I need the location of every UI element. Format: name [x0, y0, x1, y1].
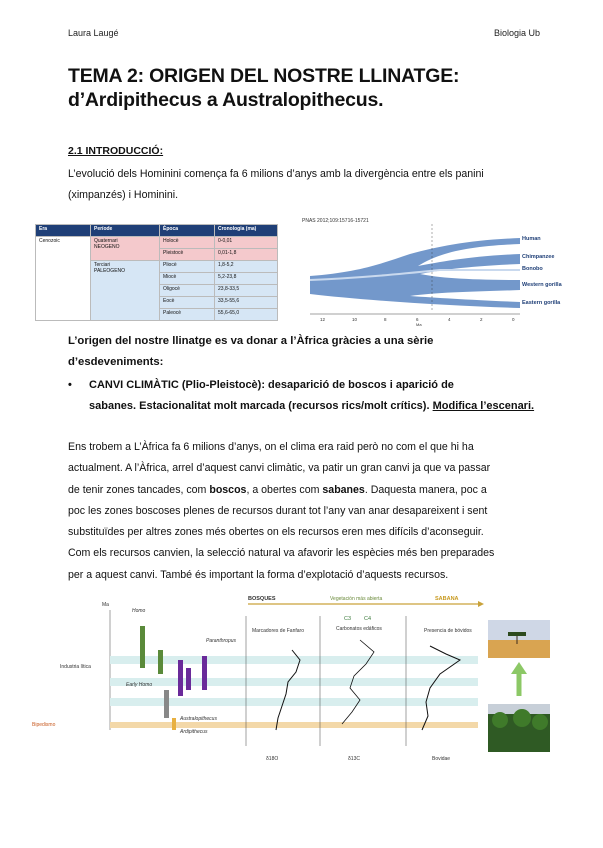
- bullet-text: [89, 375, 542, 416]
- phylo-source: PNAS 2012;109:15716-15721: [302, 218, 369, 224]
- paragraph-line: substituïdes per altres zones més obertes on els recursos eren mes difícils d’aconseguir.: [68, 526, 484, 539]
- table-header-era: Era: [36, 225, 91, 237]
- phylo-tick: 4: [448, 317, 451, 322]
- bullet-marker: •: [68, 379, 72, 391]
- range-early-homo: [158, 650, 163, 674]
- climate-label-forests: BOSQUES: [248, 596, 276, 602]
- paragraph-line: actualment. A l’Àfrica, arrel d’aquest canvi climàtic, va patir un gran canvi ja que va passar: [68, 462, 491, 475]
- forest-canopy: [532, 714, 548, 730]
- axis-label-d18o: δ18O: [266, 756, 279, 762]
- table-row: [36, 237, 278, 249]
- origin-line-1: L’origen del nostre llinatge es va donar a l’Àfrica gràcies a una sèrie: [68, 335, 434, 347]
- range-paranthropus-2: [186, 668, 191, 690]
- climate-band: [110, 678, 478, 686]
- phylo-tick: 12: [320, 317, 326, 322]
- climate-change-figure: [30, 590, 560, 768]
- phylo-tick: 6: [416, 317, 419, 322]
- table-cell-chronology: 23,8-33,5: [215, 285, 278, 297]
- title-line-2: d’Ardipithecus a Australopithecus.: [68, 89, 384, 111]
- phylo-tick: 8: [384, 317, 387, 322]
- table-cell-period-1: Quaternari NEOGENO: [91, 237, 160, 261]
- climate-label-savanna: SABANA: [435, 596, 459, 602]
- paragraph-line: Ens trobem a L’Àfrica fa 6 milions d’anys, on el clima era raid però no com el que hi ha: [68, 441, 474, 453]
- table-cell-epoch: Holocè: [160, 237, 215, 249]
- paragraph-fragment: de tenir zones tancades, com: [68, 483, 210, 496]
- title-line-1: TEMA 2: ORIGEN DEL NOSTRE LLINATGE:: [68, 65, 460, 87]
- range-australopithecus: [164, 690, 169, 718]
- paragraph-line: per a aquest canvi. També és important la forma d’explotació d’aquests recursos.: [68, 568, 449, 581]
- label-australopithecus: Australopithecus: [180, 716, 217, 722]
- climate-band: [110, 656, 478, 664]
- origin-line-2: d’esdeveniments:: [68, 355, 164, 368]
- phylo-label-western-gorilla: Western gorilla: [522, 282, 562, 288]
- label-ardipithecus: Ardipithecus: [180, 729, 208, 735]
- range-paranthropus-3: [202, 656, 207, 690]
- table-cell-chronology: 5,2-23,8: [215, 273, 278, 285]
- table-cell-epoch: Eocè: [160, 297, 215, 309]
- table-cell-epoch: Pliocè: [160, 261, 215, 273]
- axis-label-d13c: δ13C: [348, 756, 360, 762]
- paragraph-bold-savannas: sabanes: [322, 483, 365, 496]
- climate-label-open-vegetation: Vegetación más abierta: [330, 596, 383, 602]
- forest-canopy: [492, 712, 508, 728]
- panel-title-1: Marcadores de Fanfaro: [252, 628, 304, 634]
- phylo-tick: 2: [480, 317, 483, 322]
- savanna-sky: [488, 620, 550, 640]
- origin-paragraph: [68, 331, 542, 372]
- label-homo: Homo: [132, 608, 146, 614]
- bullet-line-2: [89, 396, 542, 417]
- panel-title-3: Presencia de bóvidos: [424, 628, 472, 634]
- geologic-time-table: [35, 224, 278, 321]
- table-cell-chronology: 33,5-55,6: [215, 297, 278, 309]
- table-cell-chronology: 0-0,01: [215, 237, 278, 249]
- label-early-homo: Early Homo: [126, 682, 153, 688]
- label-lithic-industry: Industria lítica: [60, 664, 91, 670]
- table-header-period: Període: [91, 225, 160, 237]
- climate-label-c4: C4: [364, 616, 372, 622]
- table-header-row: [36, 225, 278, 237]
- table-cell-epoch: Miocè: [160, 273, 215, 285]
- phylo-label-eastern-gorilla: Eastern gorilla: [522, 300, 561, 306]
- range-ardipithecus: [172, 718, 176, 730]
- header-author: Laura Laugé: [68, 28, 119, 38]
- table-cell-epoch: Pleistocè: [160, 249, 215, 261]
- paragraph-line: Com els recursos canvien, la selecció natural va afavorir les espècies més ben preparades: [68, 547, 495, 560]
- main-paragraph: [68, 437, 542, 586]
- table-cell-epoch: Oligocè: [160, 285, 215, 297]
- label-paranthropus: Paranthropus: [206, 638, 237, 644]
- paragraph-fragment: , a obertes com: [246, 483, 323, 496]
- phylo-tick: 0: [512, 317, 515, 322]
- section-heading: 2.1 INTRODUCCIÓ:: [68, 145, 164, 157]
- paragraph-fragment: . Daquesta manera, poc a: [364, 483, 487, 496]
- climate-ma-label: Ma: [102, 602, 109, 608]
- page-title: [68, 64, 459, 112]
- bullet-underlined: Modifica l’escenari.: [432, 399, 535, 412]
- savanna-tree-crown: [508, 632, 526, 636]
- forest-canopy: [513, 709, 531, 727]
- phylo-axis-label: Ma: [416, 322, 422, 327]
- range-paranthropus: [178, 660, 183, 696]
- table-cell-period-2: Terciari PALEOGENO: [91, 261, 160, 321]
- axis-label-bovidae: Bovidae: [432, 756, 451, 762]
- intro-paragraph: [68, 164, 542, 207]
- bullet-part-2: sabanes. Estacionalitat molt marcada (recursos rics/molt crítics).: [89, 399, 430, 412]
- panel-title-2: Carbonatos edáficos: [336, 626, 382, 632]
- phylo-label-bonobo: Bonobo: [522, 266, 543, 272]
- paragraph-bold-forests: boscos: [209, 483, 247, 496]
- bullet-line-1: CANVI CLIMÀTIC (Plio-Pleistocè): desaparició de boscos i aparició de: [89, 379, 454, 391]
- intro-line-1: L’evolució dels Hominini comença fa 6 milions d’anys amb la divergència entre els panini: [68, 168, 484, 180]
- paragraph-line: poc les zones boscoses plenes de recursos durant tot l’any van anar desapareixent i sent: [68, 504, 488, 517]
- table-cell-chronology: 0,01-1,8: [215, 249, 278, 261]
- climate-label-c3: C3: [344, 616, 352, 622]
- table-cell-epoch: Paleocè: [160, 309, 215, 321]
- table-header-chronology: Cronologia (ma): [215, 225, 278, 237]
- phylo-tick: 10: [352, 317, 358, 322]
- phylo-label-chimpanzee: Chimpanzee: [522, 254, 555, 260]
- range-homo: [140, 626, 145, 668]
- hominid-phylogeny-figure: [300, 214, 562, 327]
- header-course: Biologia Ub: [494, 28, 541, 38]
- table-header-epoch: Època: [160, 225, 215, 237]
- label-bipedalism: Bipedismo: [32, 722, 56, 728]
- phylo-label-human: Human: [522, 236, 541, 242]
- table-cell-era: Cenozoic: [36, 237, 91, 321]
- paragraph-line: [68, 480, 542, 501]
- table-cell-chronology: 55,6-65,0: [215, 309, 278, 321]
- table-cell-chronology: 1,8-5,2: [215, 261, 278, 273]
- intro-line-2: (ximpanzés) i Hominini.: [68, 189, 179, 202]
